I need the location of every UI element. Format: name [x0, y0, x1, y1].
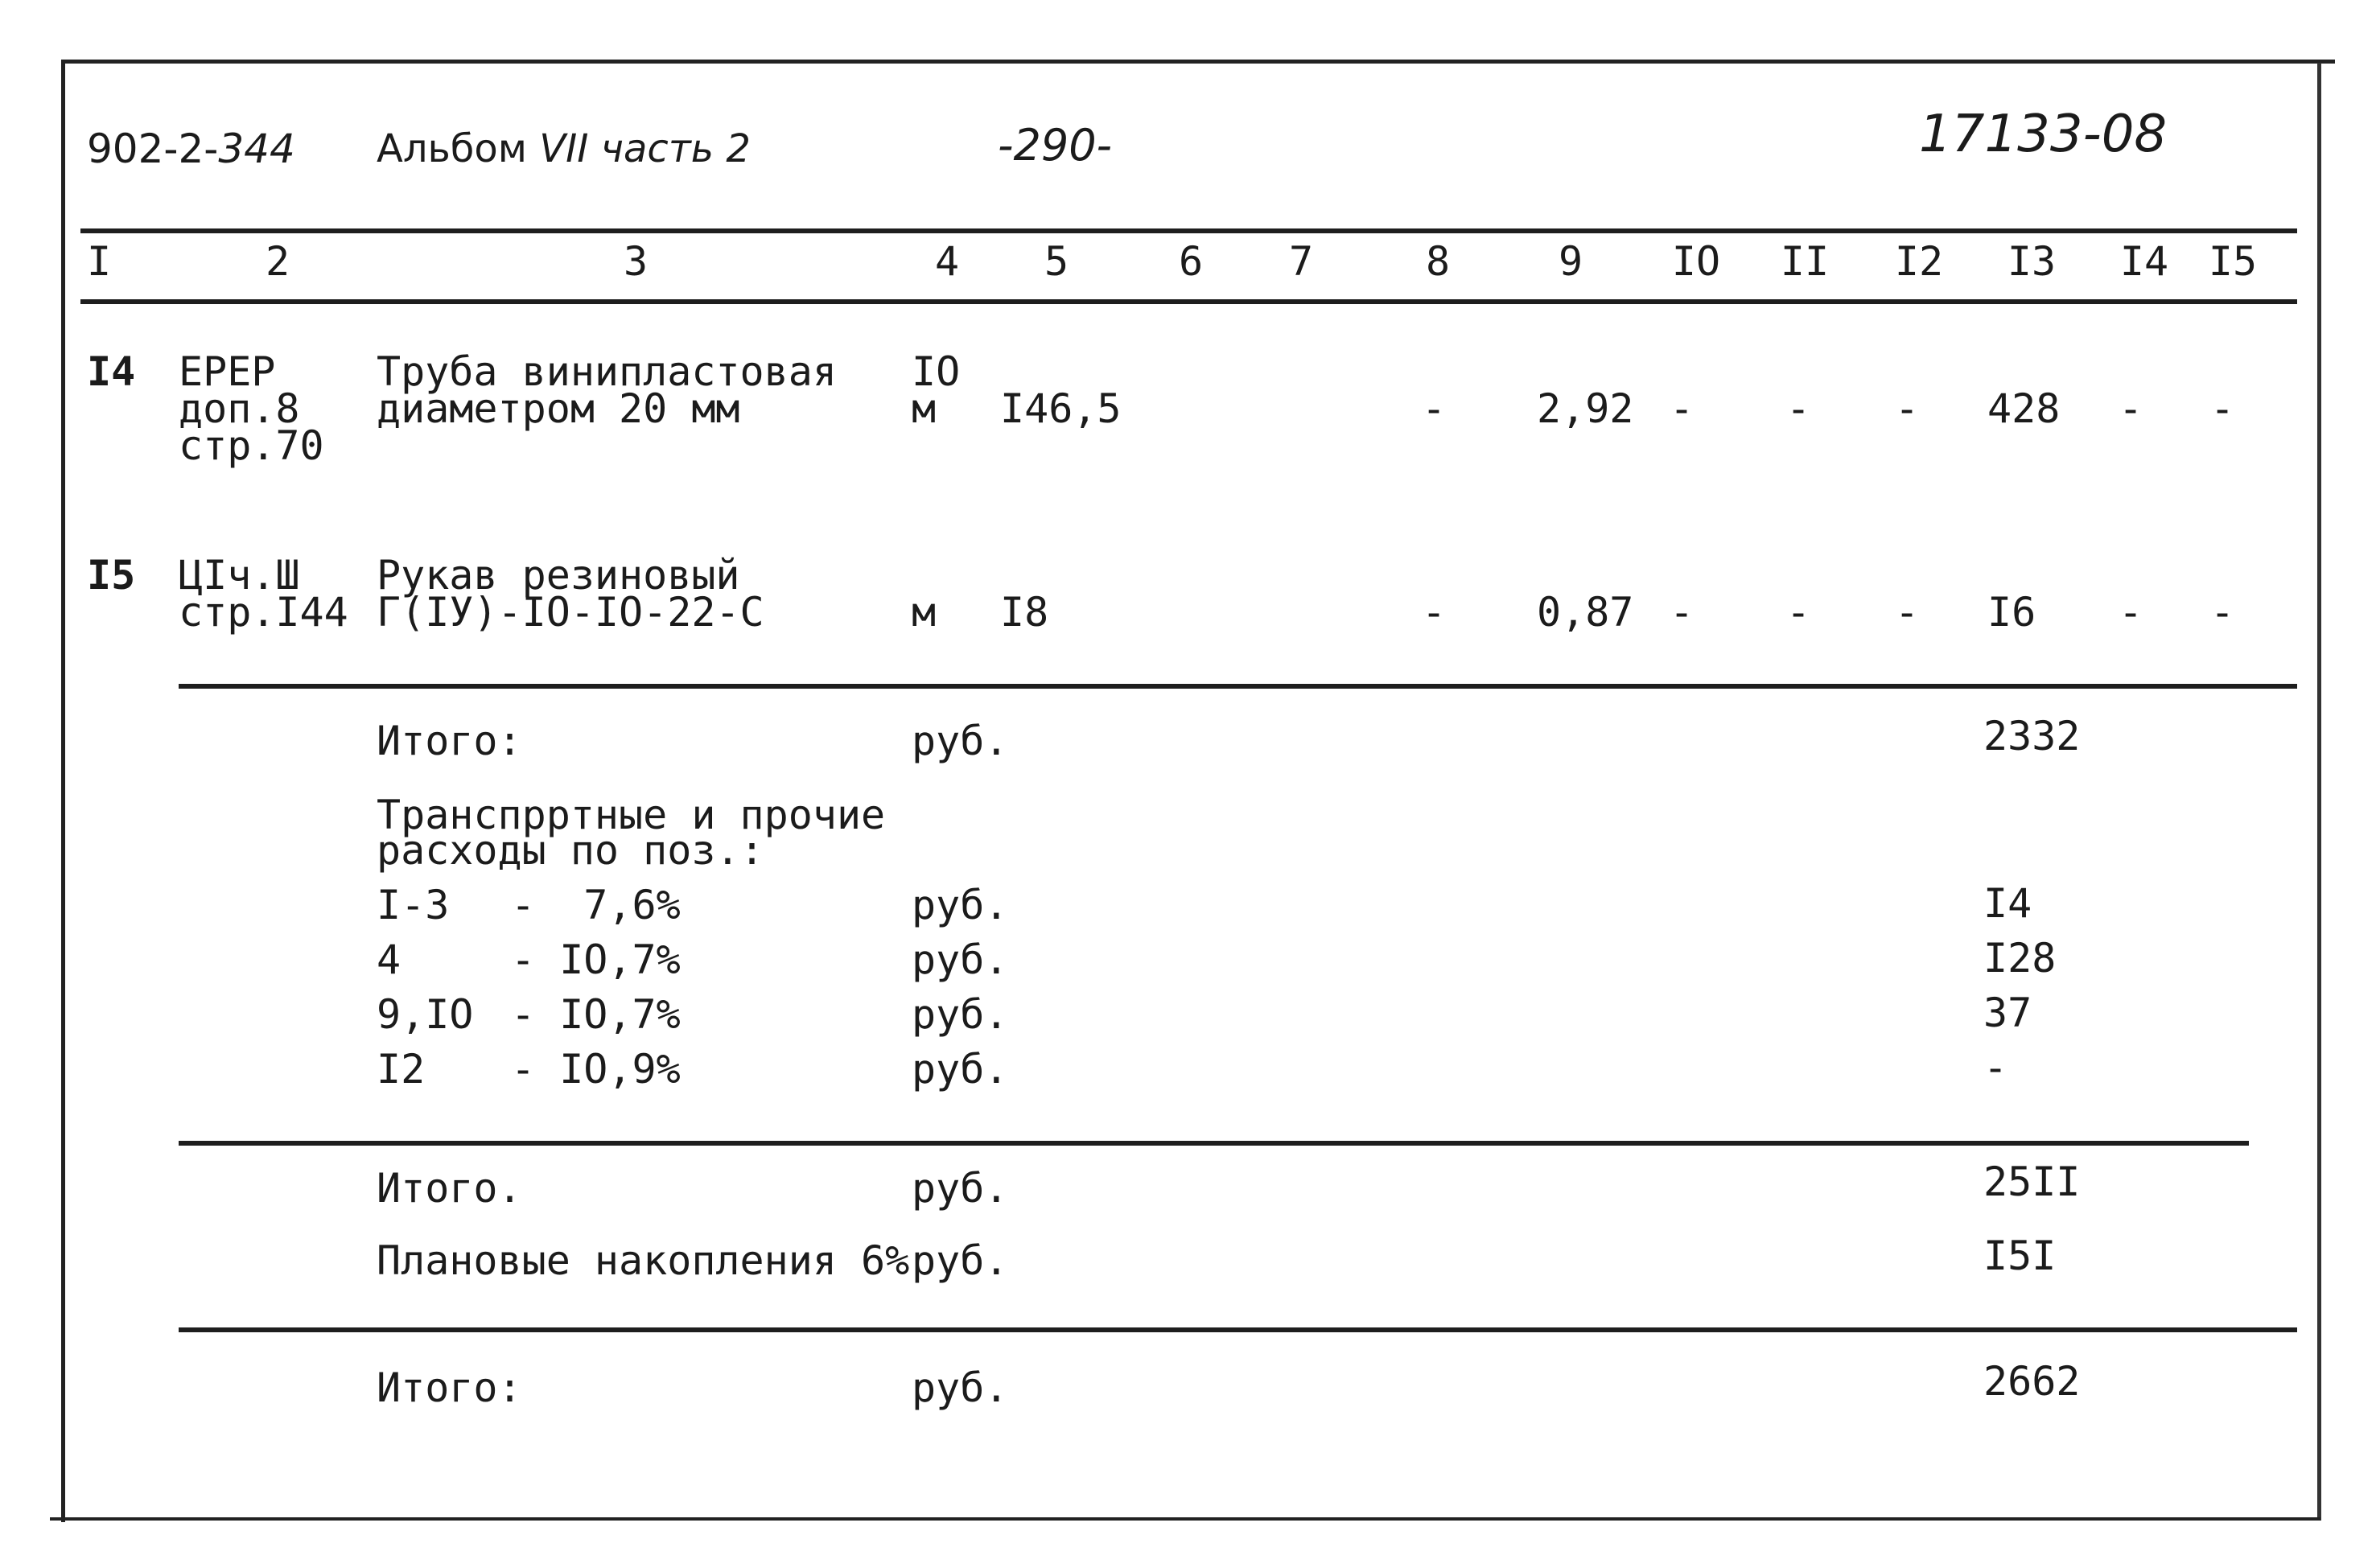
- column-header: I3: [2007, 238, 2057, 285]
- project-code-handwritten: 344: [218, 126, 295, 172]
- total-unit: руб.: [912, 1364, 1009, 1411]
- unit-line: м: [912, 589, 937, 636]
- row-number: I5: [87, 552, 136, 599]
- column-header: 3: [623, 238, 649, 285]
- cell-col14: -: [2119, 589, 2143, 636]
- unit-line: IO: [912, 348, 961, 395]
- document-number: 17133-08: [1919, 105, 2168, 164]
- total-value: 2662: [1983, 1358, 2081, 1405]
- transport-unit: руб.: [912, 882, 1009, 928]
- transport-percent: - IO,7%: [511, 991, 681, 1038]
- total-label: Итого:: [377, 1364, 522, 1411]
- page-number: -290-: [998, 120, 1113, 171]
- item-name-line: Г(IУ)-IO-IO-22-С: [377, 589, 764, 636]
- column-header-top-rule: [80, 228, 2297, 233]
- transport-position: I-3: [377, 882, 450, 928]
- unit-line: м: [912, 385, 937, 432]
- page-frame-top: [61, 60, 2335, 64]
- total-label: Итого:: [377, 718, 522, 764]
- column-header: IO: [1671, 238, 1721, 285]
- planned-value: I5I: [1983, 1233, 2057, 1279]
- source-line: ЕРЕР: [179, 348, 276, 395]
- cell-col14: -: [2119, 385, 2143, 432]
- item-name-line: Труба винипластовая: [377, 348, 837, 395]
- transport-value: -: [1983, 1044, 2008, 1091]
- cell-col13: 428: [1987, 385, 2061, 432]
- source-line: ЦIч.Ш: [179, 552, 300, 599]
- subtotal-rule: [179, 1141, 2249, 1146]
- cell-col13: I6: [1987, 589, 2036, 636]
- cell-col15: -: [2210, 385, 2235, 432]
- cell-col10: -: [1670, 385, 1694, 432]
- cell-col11: -: [1786, 589, 1811, 636]
- transport-unit: руб.: [912, 1046, 1009, 1093]
- transport-unit: руб.: [912, 936, 1009, 983]
- page-frame-left: [61, 60, 65, 1522]
- item-name-line: Рукав резиновый: [377, 552, 740, 599]
- source-line: стр.I44: [179, 589, 348, 636]
- cell-col9: 0,87: [1537, 589, 1634, 636]
- column-header: 4: [934, 238, 960, 285]
- column-header: 8: [1425, 238, 1451, 285]
- column-header: 2: [265, 238, 290, 285]
- project-code-printed: 902-2-: [87, 126, 219, 172]
- item-name-line: диаметром 20 мм: [377, 385, 740, 432]
- planned-unit: руб.: [912, 1237, 1009, 1284]
- cell-col8: -: [1422, 589, 1447, 636]
- column-header-bottom-rule: [80, 299, 2297, 304]
- transport-position: 4: [377, 936, 401, 983]
- column-header: 6: [1178, 238, 1204, 285]
- page-frame-bottom: [50, 1517, 2320, 1521]
- column-header: I: [86, 238, 112, 285]
- total-value: 2332: [1983, 713, 2081, 759]
- cell-col10: -: [1670, 589, 1694, 636]
- cell-col11: -: [1786, 385, 1811, 432]
- page-frame-right: [2317, 63, 2321, 1521]
- transport-percent: - IO,7%: [511, 936, 681, 983]
- transport-position: 9,IO: [377, 991, 474, 1038]
- transport-value: I4: [1983, 880, 2032, 927]
- transport-percent: - IO,9%: [511, 1046, 681, 1093]
- album-printed: Альбом: [377, 126, 527, 171]
- column-header: 5: [1044, 238, 1069, 285]
- column-header: 7: [1288, 238, 1314, 285]
- transport-position: I2: [377, 1046, 426, 1093]
- total-value: 25II: [1983, 1159, 2081, 1205]
- total-label: Итого.: [377, 1165, 522, 1212]
- column-header: II: [1780, 238, 1830, 285]
- column-header: 9: [1558, 238, 1583, 285]
- album-handwritten: VII часть 2: [539, 126, 751, 171]
- transport-unit: руб.: [912, 991, 1009, 1038]
- source-line: доп.8: [179, 385, 300, 432]
- source-line: стр.70: [179, 422, 324, 469]
- row-number: I4: [87, 348, 136, 395]
- transport-title-line: расходы по поз.:: [377, 827, 764, 874]
- transport-title-line: Транспрртные и прочие: [377, 792, 886, 838]
- total-unit: руб.: [912, 1165, 1009, 1212]
- cell-col12: -: [1895, 589, 1920, 636]
- transport-value: 37: [1983, 990, 2032, 1036]
- cell-col15: -: [2210, 589, 2235, 636]
- column-header: I5: [2208, 238, 2258, 285]
- subtotal-rule: [179, 1327, 2297, 1332]
- column-header: I4: [2119, 238, 2169, 285]
- album-label: [377, 126, 751, 171]
- transport-percent: - 7,6%: [511, 882, 681, 928]
- cell-col9: 2,92: [1537, 385, 1634, 432]
- transport-value: I28: [1983, 935, 2057, 982]
- subtotal-rule: [179, 684, 2297, 689]
- column-header: I2: [1894, 238, 1944, 285]
- total-unit: руб.: [912, 718, 1009, 764]
- cell-col12: -: [1895, 385, 1920, 432]
- quantity-cell: I8: [1000, 589, 1049, 636]
- project-code: [87, 126, 295, 172]
- quantity-cell: I46,5: [1000, 385, 1122, 432]
- cell-col8: -: [1422, 385, 1447, 432]
- planned-label: Плановые накопления 6%: [377, 1237, 910, 1284]
